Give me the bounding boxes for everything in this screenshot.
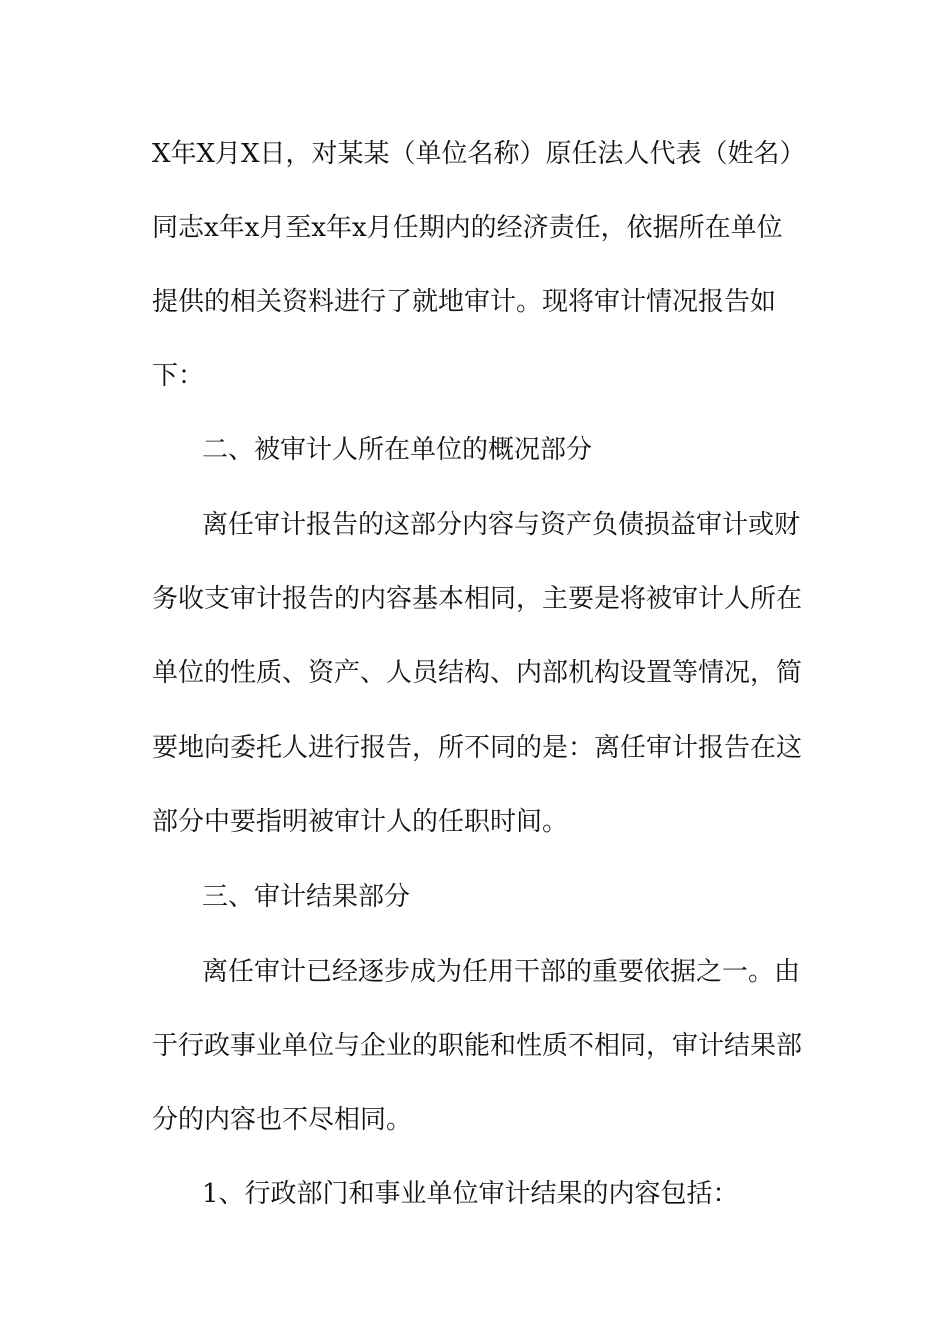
paragraph-line-3: 提供的相关资料进行了就地审计。现将审计情况报告如	[152, 287, 777, 317]
list-item-1: 1、行政部门和事业单位审计结果的内容包括：	[202, 1179, 739, 1209]
paragraph-line-12: 分的内容也不尽相同。	[152, 1105, 413, 1135]
paragraph-line-1: X年X月X日，对某某（单位名称）原任法人代表（姓名）	[152, 139, 806, 169]
paragraph-line-2: 同志x年x月至x年x月任期内的经济责任，依据所在单位	[152, 213, 783, 243]
paragraph-line-10: 离任审计已经逐步成为任用干部的重要依据之一。由	[202, 957, 801, 987]
section-heading-2: 二、被审计人所在单位的概况部分	[202, 435, 593, 465]
paragraph-line-11: 于行政事业单位与企业的职能和性质不相同，审计结果部	[152, 1031, 803, 1061]
paragraph-line-5: 离任审计报告的这部分内容与资产负债损益审计或财	[202, 510, 801, 540]
section-heading-3: 三、审计结果部分	[202, 882, 411, 912]
paragraph-line-6: 务收支审计报告的内容基本相同，主要是将被审计人所在	[152, 584, 803, 614]
paragraph-line-7: 单位的性质、资产、人员结构、内部机构设置等情况，简	[152, 658, 803, 688]
paragraph-line-9: 部分中要指明被审计人的任职时间。	[152, 807, 569, 837]
paragraph-line-4: 下：	[152, 361, 205, 391]
paragraph-line-8: 要地向委托人进行报告，所不同的是：离任审计报告在这	[152, 733, 803, 763]
